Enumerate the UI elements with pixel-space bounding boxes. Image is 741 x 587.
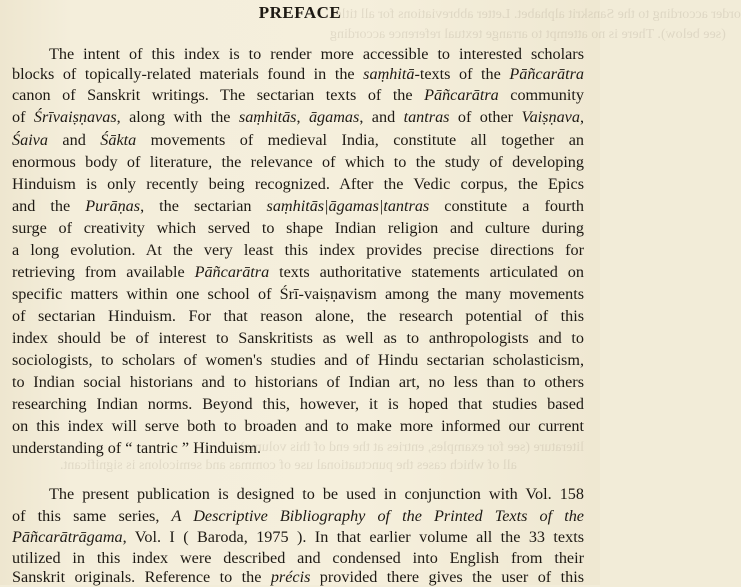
text-line: researching Indian norms. Beyond this, however, it is hoped that studies based xyxy=(12,395,584,413)
text-line: and the Purāṇas, the sectarian saṃhitās|āgamas|tantras constitute a fourth xyxy=(12,197,585,215)
text-line: of Śrīvaiṣṇavas, along with the saṃhitās, āgamas, and tantras of other Vaiṣṇava, xyxy=(12,108,584,126)
text-line: Hinduism is only recently being recognized. After the Vedic corpus, the Epics xyxy=(12,175,584,193)
bleed-through-text: literature (see for examples, entries at the end of this volume) xyxy=(240,440,585,455)
bleed-through-text: all of which cases the punctuational use of commas and semicolons is significant. xyxy=(60,458,517,473)
text-line: Śaiva and Śākta movements of medieval India, constitute all together an xyxy=(12,131,585,149)
text-line: retrieving from available Pāñcarātra texts authoritative statements articulated on xyxy=(12,263,584,281)
text-line: specific matters within one school of Śrī-vaiṣṇavism among the many movements xyxy=(12,285,584,303)
text-line: of this same series, A Descriptive Bibliography of the Printed Texts of the xyxy=(12,507,584,525)
text-line: sociologists, to scholars of women's studies and of Hindu sectarian scholasticism, xyxy=(12,351,584,369)
bleed-through-text: (see below). There is no attempt to arrange textual reference according xyxy=(330,27,726,42)
text-line: Sanskrit originals. Reference to the précis provided there gives the user of this xyxy=(12,568,585,586)
text-line: The present publication is designed to be used in conjunction with Vol. 158 xyxy=(49,485,584,503)
text-line: utilized in this index were described and condensed into English from their xyxy=(12,549,584,567)
text-line: Pāñcarātrāgama, Vol. I ( Baroda, 1975 ). In that earlier volume all the 33 texts xyxy=(12,528,584,546)
text-line: understanding of “ tantric ” Hinduism. xyxy=(12,439,262,457)
text-line: on this index will serve both to broaden and to make more informed our current xyxy=(12,417,584,435)
text-line: to Indian social historians and to historians of Indian art, no less than to others xyxy=(12,373,584,391)
text-line: enormous body of literature, the relevance of which to the study of developing xyxy=(12,153,584,171)
text-line: index should be of interest to Sanskritists as well as to anthropologists and to xyxy=(12,329,584,347)
bleed-through-text: order according to the Sanskrit alphabet. Letter abbreviations for all titles xyxy=(330,7,741,22)
text-line: The intent of this index is to render more accessible to interested scholars xyxy=(49,45,584,63)
page-heading: PREFACE xyxy=(258,3,342,22)
text-line: canon of Sanskrit writings. The sectarian texts of the Pāñcarātra community xyxy=(12,86,584,104)
text-line: blocks of topically-related materials found in the saṃhitā-texts of the Pāñcarātra xyxy=(12,65,584,83)
text-line: a long evolution. At the very least this index provides precise directions for xyxy=(12,241,584,259)
text-line: surge of creativity which served to shape Indian religion and culture during xyxy=(12,219,584,237)
text-line: of sectarian Hinduism. For that reason alone, the research potential of this xyxy=(12,307,584,325)
